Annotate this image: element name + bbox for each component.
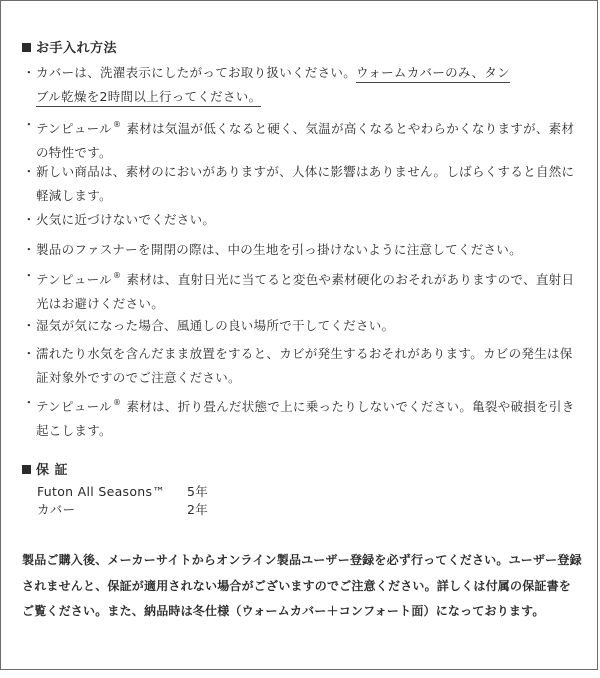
care-item xyxy=(22,342,580,390)
bullet-dot-icon: ・ xyxy=(22,212,36,227)
warranty-product: カバー xyxy=(37,502,76,517)
care-item-text: 新しい商品は、素材のにおいがありますが、人体に影響はありません。しばらくすると自然に軽減します。 xyxy=(36,164,575,203)
care-item-text: 素材は、折り畳んだ状態で上に乗ったりしないでください。亀裂や破損を引き起こします。 xyxy=(36,399,575,438)
warranty-product: Futon All Seasons™ xyxy=(37,484,166,499)
care-item-underlined: ブル乾燥を2時間以上行ってください。 xyxy=(36,89,261,107)
registration-notice: 製品ご購入後、メーカーサイトからオンライン製品ユーザー登録を必ず行ってください。ユーザー登録されませんと、保証が適用されない場合がございますのでご注意ください。詳しくは付属の保証書をご覧ください。また、納品時は冬仕様（ウォームカバー＋コンフォート面）になっております。 xyxy=(22,553,582,618)
care-item-text: 素材は、直射日光に当てると変色や素材硬化のおそれがありますので、直射日光はお避けください。 xyxy=(36,272,575,311)
warranty-heading xyxy=(22,459,68,478)
care-item xyxy=(22,391,580,443)
brand-name: テンピュール xyxy=(36,272,112,287)
brand-name: テンピュール xyxy=(36,121,112,136)
heading-square-icon xyxy=(22,43,31,52)
care-item xyxy=(22,208,580,232)
care-item-text: カバーは、洗濯表示にしたがってお取り扱いください。 xyxy=(36,65,357,80)
bullet-dot-icon: ・ xyxy=(22,164,36,179)
registered-mark: ® xyxy=(112,398,122,407)
bullet-dot-icon: ・ xyxy=(22,65,36,80)
bullet-dot-icon: ・ xyxy=(22,318,36,333)
care-item-text: 濡れたり水気を含んだまま放置をすると、カビが発生するおそれがあります。カビの発生は保証対象外ですのでご注意ください。 xyxy=(36,346,573,385)
care-item-text: 製品のファスナーを開閉の際は、中の生地を引っ掛けないように注意してください。 xyxy=(36,242,522,257)
care-heading xyxy=(22,37,117,56)
care-title: お手入れ方法 xyxy=(36,41,118,56)
bullet-dot-icon: ・ xyxy=(22,395,36,410)
warranty-period: 5年 xyxy=(187,484,209,499)
care-item-text: 素材は気温が低くなると硬く、気温が高くなるとやわらかくなりますが、素材の特性です。 xyxy=(36,121,575,160)
care-item xyxy=(22,238,580,262)
warranty-row xyxy=(37,500,208,518)
warranty-title: 保 証 xyxy=(36,463,69,478)
bullet-dot-icon: ・ xyxy=(22,346,36,361)
care-item xyxy=(22,160,580,208)
care-item xyxy=(22,61,580,109)
registered-mark: ® xyxy=(112,271,122,280)
registered-mark: ® xyxy=(112,120,122,129)
care-item-text: 湿気が気になった場合、風通しの良い場所で干してください。 xyxy=(36,318,395,333)
brand-name: テンピュール xyxy=(36,399,112,414)
care-item-text: 火気に近づけないでください。 xyxy=(36,212,216,227)
bullet-dot-icon: ・ xyxy=(22,268,36,283)
care-item-underlined: ウォームカバーのみ、タン xyxy=(356,65,510,83)
care-item xyxy=(22,314,580,338)
bullet-dot-icon: ・ xyxy=(22,117,36,132)
bullet-dot-icon: ・ xyxy=(22,242,36,257)
warranty-row xyxy=(37,482,208,500)
care-item xyxy=(22,264,580,316)
heading-square-icon xyxy=(22,465,31,474)
care-item xyxy=(22,113,580,165)
warranty-period: 2年 xyxy=(187,502,209,517)
